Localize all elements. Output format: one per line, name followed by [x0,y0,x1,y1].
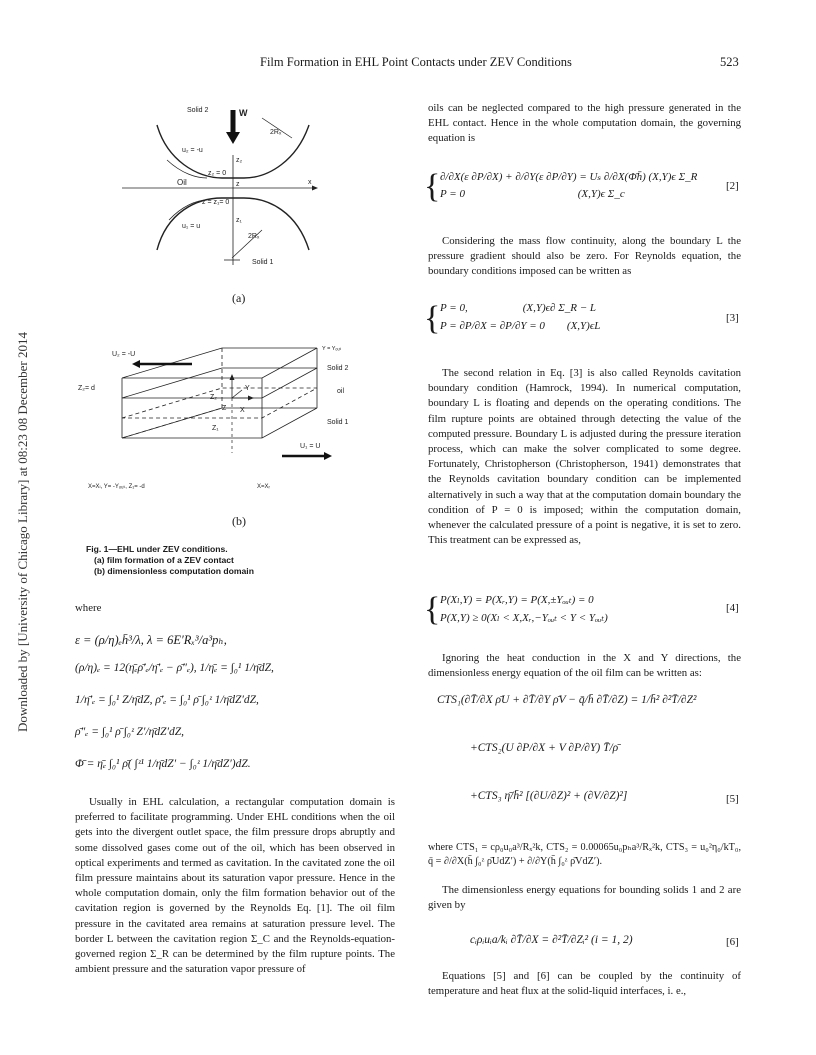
equation-3-line-2: P = ∂P/∂X = ∂P/∂Y = 0 (X,Y)ϵL [440,320,601,332]
caption-line-a: (a) film formation of a ZEV contact [94,555,234,565]
equation-3-number: [3] [726,312,739,324]
equation-4-line-2: P(X,Y) ≥ 0(Xₗ < X,Xᵣ,−Yₒᵤₜ < Y < Yₒᵤₜ) [440,612,608,624]
label-zeq: z = z₁= 0 [202,199,230,206]
label-Z: Z [222,405,227,412]
equation-5-line-3: +CTS₃ η̄/h̄² [(∂U/∂Z)² + (∂V/∂Z)²] [470,790,628,802]
equation-2-line-1: ∂/∂X(ε ∂P/∂X) + ∂/∂Y(ε ∂P/∂Y) = Uₛ ∂/∂X(Φ̄h̄) (X,Y)ϵ Σ_R [440,171,698,183]
label-u1: u₁ = u [182,223,201,230]
label-yout: Y = Yₒᵤₜ [322,346,342,352]
label-z2: z₂ [236,157,243,164]
label-solid1: Solid 1 [252,259,274,266]
equation-6: cᵢρᵢuᵢa/kᵢ ∂T̄/∂X = ∂²T̄/∂Zᵢ² (i = 1, 2) [470,934,633,946]
label-r1: 2Rₓ [248,233,260,240]
label-u2-b: U₂ = -U [112,351,136,358]
subfigure-b-label: (b) [232,514,246,528]
equation-2-number: [2] [726,180,739,192]
brace-eq2: { [424,168,441,205]
label-xl: X=Xₗ, Y= -Yₒᵤₜ, Z₁= -d [88,484,145,490]
label-w: W [239,108,248,118]
figure-b [78,338,382,498]
label-u2: u₂ = -u [182,147,203,154]
label-Z2: Z₂ [210,394,217,401]
equation-2-line-2: P = 0 (X,Y)ϵ Σ_c [440,188,625,200]
label-r2: 2Rₓ [270,129,282,136]
brace-eq3: { [424,300,441,337]
label-solid2: Solid 2 [187,107,209,114]
label-z1: z₁ [236,217,242,224]
equation-5-line-1: CTS₁(∂T̄/∂X ρ̄U + ∂T̄/∂Y ρ̄V − q̄/h̄ ∂T̄/∂Z) = 1/h̄² ∂²T̄/∂Z² [437,694,697,706]
figure-caption [86,544,254,577]
paragraph-solids: The dimensionless energy equations for bounding solids 1 and 2 are given by [428,884,741,912]
paragraph-energy: Ignoring the heat conduction in the X and Y directions, the dimensionless energy equation of the oil film can be written as: [428,652,741,680]
equation-def-2: (ρ/η)ₑ = 12(η̄ₑρ̄′ₑ/η̄′ₑ − ρ̄″ₑ), 1/η̄ₑ = ∫₀¹ 1/η̄dZ, [75,662,274,674]
caption-line-b: (b) dimensionless computation domain [94,566,254,576]
equation-def-1: ε = (ρ/η)ₑh̄³/λ, λ = 6E′Rₓ³/a³pₕ, [75,633,227,647]
label-X: X [240,407,245,414]
running-header: Film Formation in EHL Point Contacts under ZEV Conditions [260,55,572,69]
equation-def-5: Φ̄ = η̄ₑ ∫₀¹ ρ̄( ∫ᶻ¹ 1/η̄dZ′ − ∫₀ᶻ 1/η̄dZ′)dZ. [75,758,251,770]
paragraph-reynolds-cavitation: The second relation in Eq. [3] is also called Reynolds cavitation boundary condition (Hamrock, 1994). In numerical computation, boundary L is floating and depends on the operating conditions. The film rupture points are obtained through detecting the value of the computed pressure. Boundary L is adjusted during the pressure iteration process, which can make the solver complicated to some degree. Fortunately, Christopherson (Christopherson, 1941) demonstrates that the Reynolds cavitation boundary condition can be implemented alternatively in such a way that at the computation domain boundary the condition of P = 0 is imposed; within the computation domain, whenever the calculated pressure of a point is negative, it is set to zero. This treatment can be expressed as, [428,367,741,547]
equation-6-number: [6] [726,936,739,948]
label-z2eq0: z₂ = 0 [208,170,227,177]
paragraph-boundary: Considering the mass flow continuity, along the boundary L the pressure gradient should also be zero. For Reynolds equation, the boundary conditions imposed can be written as [428,235,741,278]
label-oil: Oil [177,178,187,187]
paragraph-cts-definitions: where CTS₁ = cρ₀u₀a³/Rₓ²k, CTS₂ = 0.00065u₀pₕa³/Rₓ²k, CTS₃ = u₀²η₀/kT₀, q̄ = ∂/∂X(h̄ ∫₀ᶻ ρ̄UdZ′) + ∂/∂Y(h̄ ∫₀ᶻ ρ̄VdZ′). [428,842,741,867]
figure-a [112,100,352,280]
equation-4-line-1: P(Xₗ,Y) = P(Xᵣ,Y) = P(X,±Yₒᵤₜ) = 0 [440,594,594,606]
label-xr: X=Xᵣ [257,484,270,490]
label-z: z [236,181,240,188]
label-solid2-b: Solid 2 [327,365,349,372]
label-u1-b: U₁ = U [300,443,321,450]
label-oil-b: oil [337,388,345,395]
equation-def-3: 1/η̄′ₑ = ∫₀¹ Z/η̄dZ, ρ̄′ₑ = ∫₀¹ ρ̄ ∫₀ᶻ 1/η̄dZ′dZ, [75,694,259,706]
download-note: Downloaded by [University of Chicago Library] at 08:23 08 December 2014 [15,332,30,733]
page-number: 523 [720,55,739,69]
where-text: where [75,602,102,614]
label-solid1-b: Solid 1 [327,419,349,426]
brace-eq4: { [424,591,441,628]
paragraph-governing: oils can be neglected compared to the high pressure generated in the EHL contact. Hence in the whole computation domain, the governing equation is [428,102,741,145]
label-z2d: Z₂= d [78,385,95,392]
paragraph-coupling: Equations [5] and [6] can be coupled by the continuity of temperature and heat flux at the solid-liquid interfaces, i. e., [428,970,741,998]
subfigure-a-label: (a) [232,291,246,305]
equation-3-line-1: P = 0, (X,Y)ϵ∂ Σ_R − L [440,302,597,314]
caption-title: Fig. 1—EHL under ZEV conditions. [86,544,228,554]
label-Y: Y [245,385,250,392]
paragraph-cavitation: Usually in EHL calculation, a rectangular computation domain is preferred to facilitate programming. Under EHL conditions when the oil gets into the divergent outlet space, the film pressure drops abruptly and some dissolved gases come out of the oil, which has been observed in optical experiments and termed as cavitation. In the cavitated zone the oil film pressure maintains about its saturation vapor pressure. Hence in the whole computation domain, only the film formation behavior out of the cavitation region is governed by the Reynolds Eq. [1]. The oil film pressure in the cavitated area remains at saturation pressure level. The border L between the cavitation region Σ_C and the Reynolds-equation-governed region Σ_R can be determined by the film rupture points. The ambient pressure and the saturation vapor pressure of [75,796,395,976]
equation-4-number: [4] [726,602,739,614]
equation-5-number: [5] [726,793,739,805]
equation-def-4: ρ̄″ₑ = ∫₀¹ ρ̄ ∫₀ᶻ Z′/η̄dZ′dZ, [75,726,184,738]
label-Z1: Z₁ [212,425,219,432]
equation-5-line-2: +CTS₂(U ∂P/∂X + V ∂P/∂Y) T̄/ρ̄ [470,742,619,754]
label-x: x [308,179,312,186]
